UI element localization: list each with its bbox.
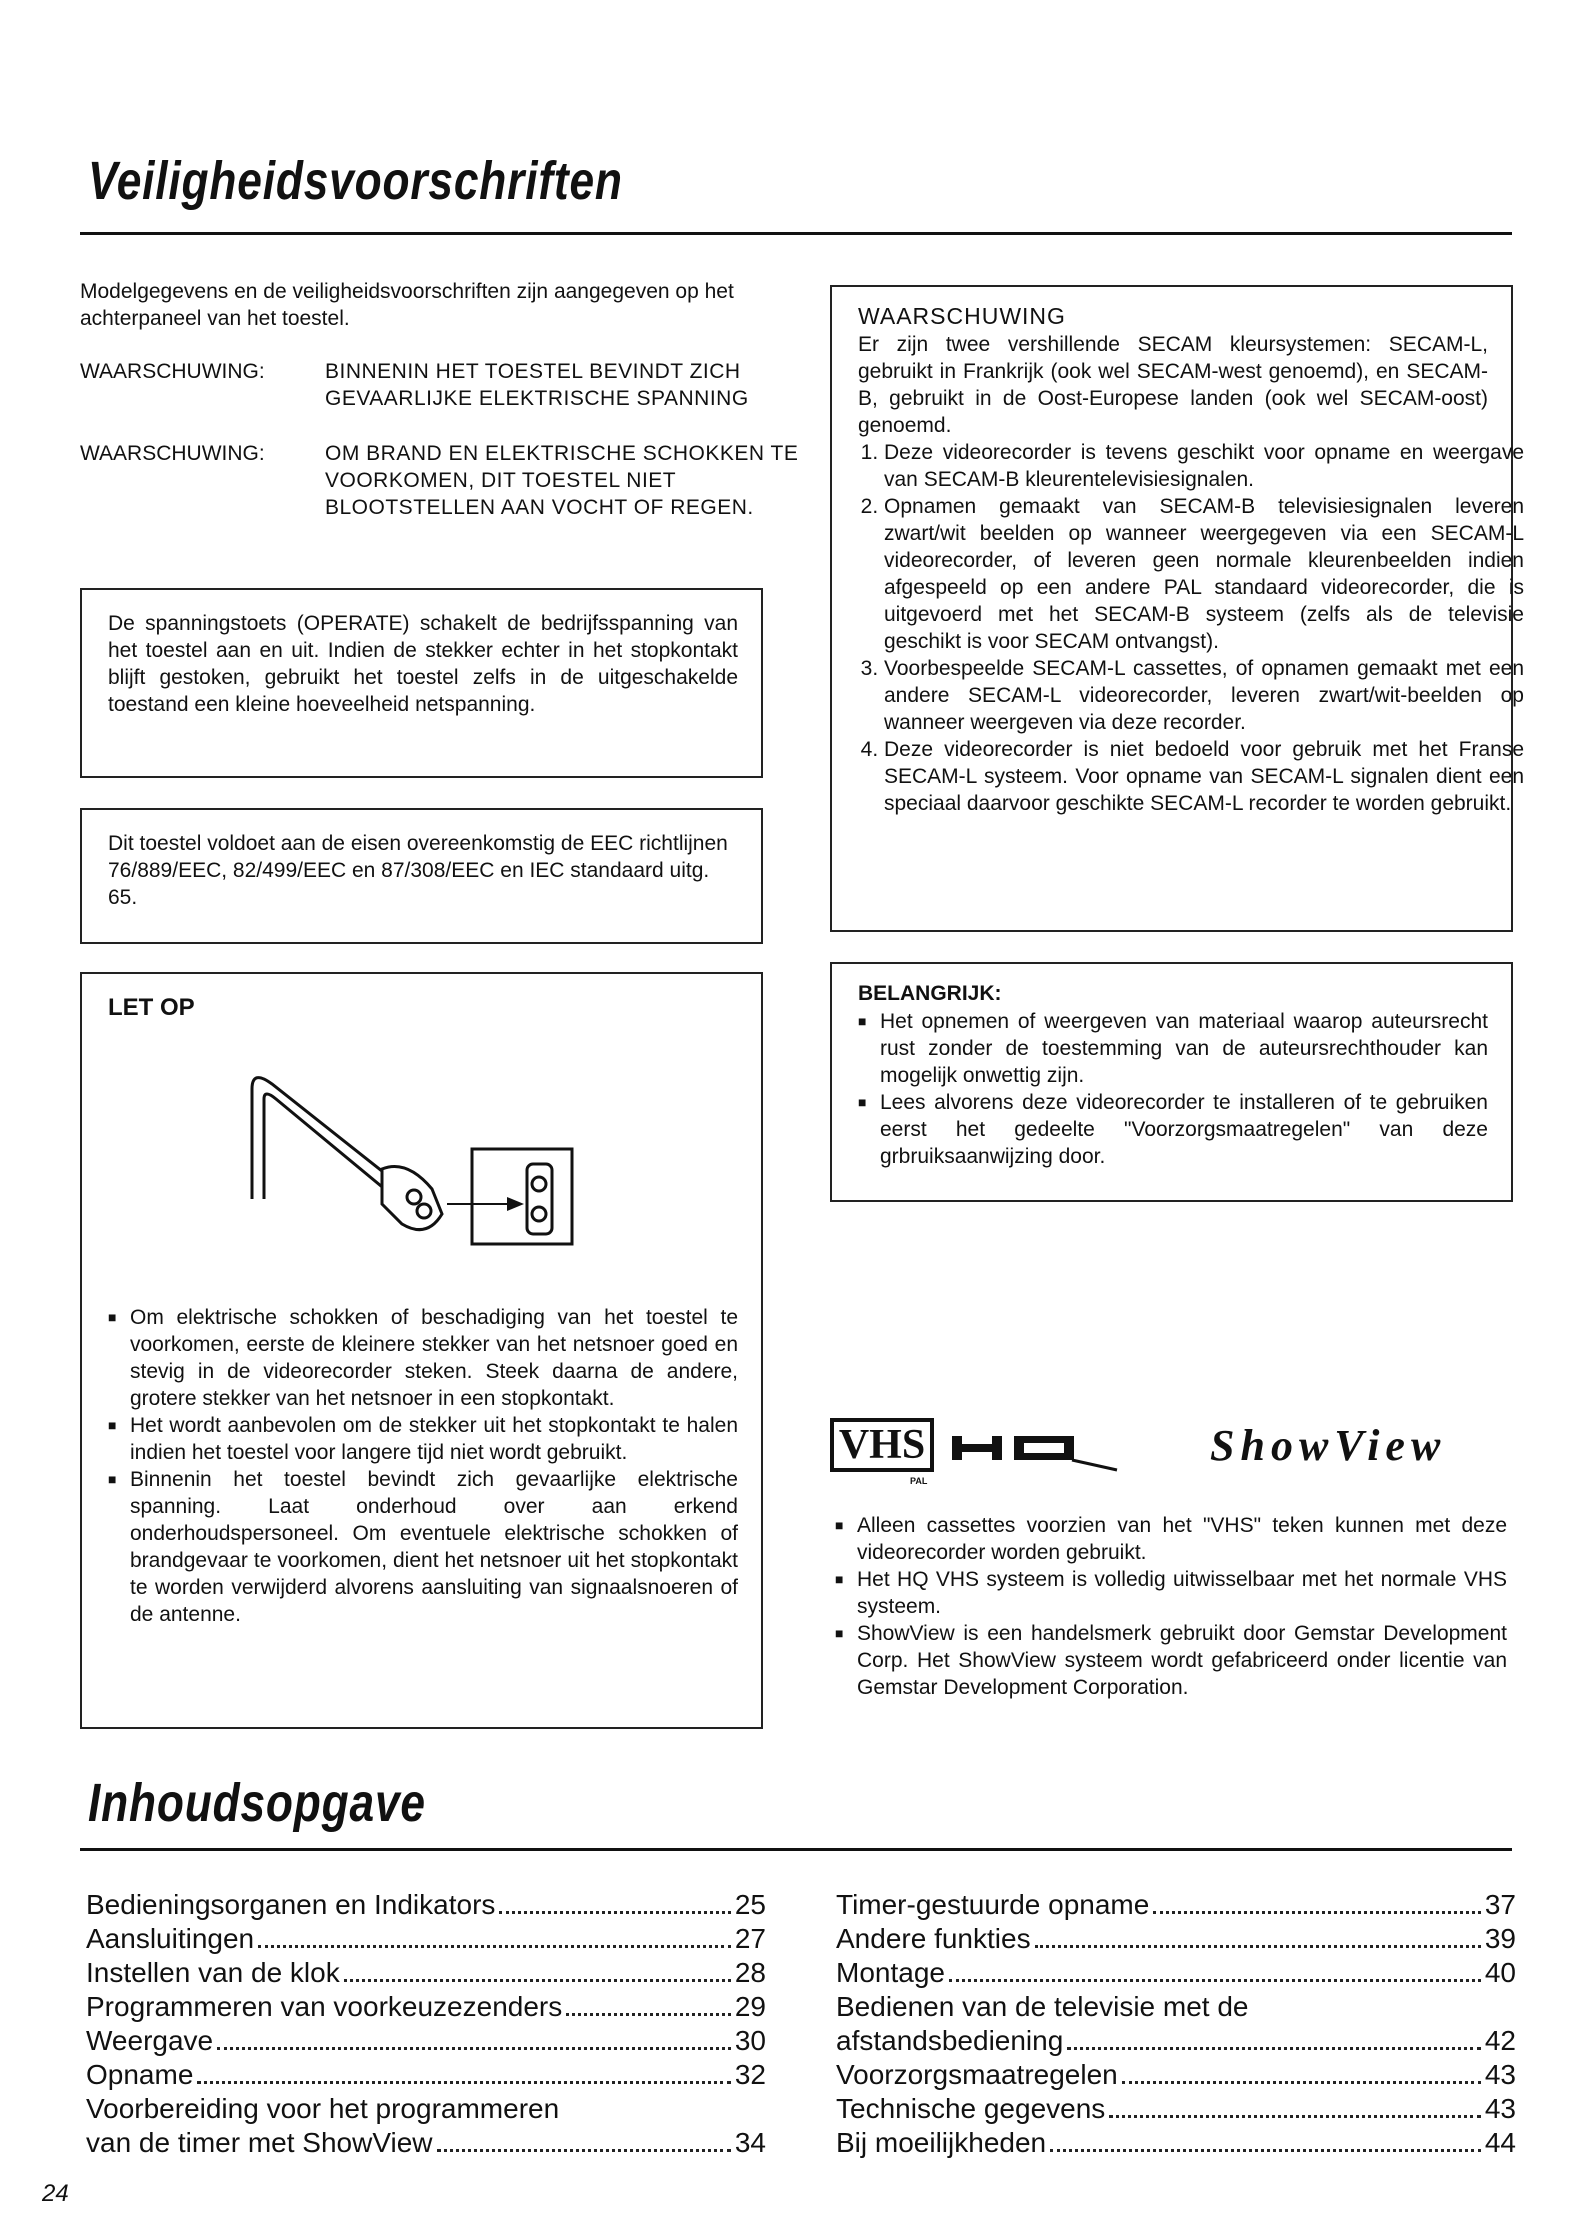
toc-entry[interactable]: Bedieningsorganen en Indikators 25	[86, 1889, 766, 1920]
title-rule	[80, 232, 1512, 235]
secam-intro: Er zijn twee vershillende SECAM kleursystemen: SECAM-L, gebruikt in Frankrijk (ook wel SECAM-west genoemd), en SECAM-B, gebruikt in de Oost-Europese landen (ook wel SECAM-oost) genoemd.	[858, 333, 1488, 437]
list-item: ■ Het wordt aanbevolen om de stekker uit het stopkontakt te halen indien het toestel voor langere tijd niet wordt gebruikt.	[108, 1412, 738, 1466]
list-item: 4. Deze videorecorder is niet bedoeld voor gebruik met het Franse SECAM-L systeem. Voor opname van SECAM-L signalen dient een speciaal daarvoor geschikte SECAM-L recorder te worden gebruikt.	[884, 736, 1524, 817]
toc-entry[interactable]: Bij moeilijkheden 44	[836, 2127, 1516, 2158]
toc-entry[interactable]: Andere funkties 39	[836, 1923, 1516, 1954]
hq-logo	[952, 1424, 1122, 1472]
eec-box	[80, 808, 763, 944]
list-item: ■ Het HQ VHS systeem is volledig uitwisselbaar met het normale VHS systeem.	[835, 1566, 1507, 1620]
list-item: 3. Voorbespeelde SECAM-L cassettes, of opnamen gemaakt met een andere SECAM-L videorecorder, leveren zwart/wit-beelden op wanneer weergeven via deze recorder.	[884, 655, 1524, 736]
list-item: ■ Binnenin het toestel bevindt zich gevaarlijke elektrische spanning. Laat onderhoud over aan erkend onderhoudspersoneel. Om eventuele elektrische schokken of brandgevaar te voorkomen, dient het netsnoer uit het stopkontakt te worden verwijderd alvorens aansluiting van signaalsnoeren of de antenne.	[108, 1466, 738, 1628]
operate-text: De spanningstoets (OPERATE) schakelt de bedrijfsspanning van het toestel aan en uit. Indien de stekker echter in het stopkontakt blijft gestoken, gebruikt het toestel zelfs in de uitgeschakelde toestand een kleine hoeveelheid netspanning.	[108, 612, 738, 716]
secam-list	[848, 439, 1524, 817]
pal-mark: PAL	[910, 1476, 928, 1486]
page-title: Veiligheidsvoorschriften	[88, 151, 623, 211]
letop-box	[80, 972, 763, 1729]
warning-label: WAARSCHUWING:	[80, 360, 265, 383]
list-item: 1. Deze videorecorder is tevens geschikt voor opname en weergave van SECAM-B kleurentelevisiesignalen.	[884, 439, 1524, 493]
intro-text: Modelgegevens en de veiligheidsvoorschriften zijn aangegeven op het achterpaneel van het toestel.	[80, 280, 734, 330]
toc-entry[interactable]: Timer-gestuurde opname 37	[836, 1889, 1516, 1920]
warning-label: WAARSCHUWING:	[80, 442, 265, 465]
logo-strip	[830, 1418, 1510, 1488]
toc-entry[interactable]: Programmeren van voorkeuzezenders 29	[86, 1991, 766, 2022]
letop-bullet-list	[108, 1304, 738, 1628]
toc-title: Inhoudsopgave	[88, 1773, 426, 1833]
toc-entry[interactable]: afstandsbediening 42	[836, 2025, 1516, 2056]
logo-bullet-list	[835, 1512, 1507, 1701]
warning-text: BINNENIN HET TOESTEL BEVINDT ZICH GEVAARLIJKE ELEKTRISCHE SPANNING	[325, 360, 749, 410]
toc-entry[interactable]: Montage 40	[836, 1957, 1516, 1988]
vhs-logo: VHS	[830, 1418, 934, 1472]
secam-heading: WAARSCHUWING	[858, 303, 1066, 329]
toc-entry[interactable]: van de timer met ShowView 34	[86, 2127, 766, 2158]
toc-entry[interactable]: Instellen van de klok 28	[86, 1957, 766, 1988]
warning-row-1	[80, 358, 850, 438]
toc-entry[interactable]: Technische gegevens 43	[836, 2093, 1516, 2124]
list-item: 2. Opnamen gemaakt van SECAM-B televisiesignalen leveren zwart/wit beelden op wanneer weergegeven via een SECAM-L videorecorder, of leveren geen normale kleurenbeelden indien afgespeeld op een andere PAL standaard videorecorder, die is uitgevoerd met het SECAM-B systeem (zelfs als de televisie geschikt is voor SECAM ontvangst).	[884, 493, 1524, 655]
list-item: ■ Om elektrische schokken of beschadiging van het toestel te voorkomen, eerste de kleinere stekker van het netsnoer goed en stevig in de videorecorder steken. Steek daarna de andere, grotere stekker van het netsnoer in een stopkontakt.	[108, 1304, 738, 1412]
belangrijk-heading: BELANGRIJK:	[858, 982, 1002, 1005]
secam-box	[830, 285, 1524, 932]
warning-text: OM BRAND EN ELEKTRISCHE SCHOKKEN TE VOORKOMEN, DIT TOESTEL NIET BLOOTSTELLEN AAN VOCHT OF REGEN.	[325, 442, 799, 519]
page-number: 24	[42, 2180, 69, 2207]
toc-entry-continued[interactable]: Bedienen van de televisie met de	[836, 1991, 1249, 2022]
list-item: ■ Lees alvorens deze videorecorder te installeren of te gebruiken eerst het gedeelte "Voorzorgsmaatregelen" van deze grbruiksaanwijzing door.	[858, 1089, 1488, 1170]
toc-entry-continued[interactable]: Voorbereiding voor het programmeren	[86, 2093, 560, 2124]
list-item: ■ ShowView is een handelsmerk gebruikt door Gemstar Development Corp. Het ShowView systeem wordt gefabriceerd onder licentie van Gemstar Development Corporation.	[835, 1620, 1507, 1701]
list-item: ■ Het opnemen of weergeven van materiaal waarop auteursrecht rust zonder de toestemming van de auteursrechthouder kan mogelijk onwettig zijn.	[858, 1008, 1488, 1089]
toc-entry[interactable]: Weergave 30	[86, 2025, 766, 2056]
power-cord-diagram	[242, 1029, 662, 1259]
operate-box	[80, 588, 763, 778]
letop-heading: LET OP	[108, 994, 195, 1021]
belangrijk-box	[830, 962, 1513, 1202]
showview-logo: ShowView	[1210, 1421, 1447, 1470]
list-item: ■ Alleen cassettes voorzien van het "VHS" teken kunnen met deze videorecorder worden gebruikt.	[835, 1512, 1507, 1566]
toc-entry[interactable]: Aansluitingen 27	[86, 1923, 766, 1954]
warning-row-2	[80, 440, 850, 550]
toc-entry[interactable]: Opname 32	[86, 2059, 766, 2090]
eec-text: Dit toestel voldoet aan de eisen overeenkomstig de EEC richtlijnen 76/889/EEC, 82/499/EEC en 87/308/EEC en IEC standaard uitg. 65.	[108, 832, 728, 909]
toc-entry[interactable]: Voorzorgsmaatregelen 43	[836, 2059, 1516, 2090]
toc-rule	[80, 1848, 1512, 1851]
belangrijk-bullet-list	[858, 1008, 1488, 1170]
